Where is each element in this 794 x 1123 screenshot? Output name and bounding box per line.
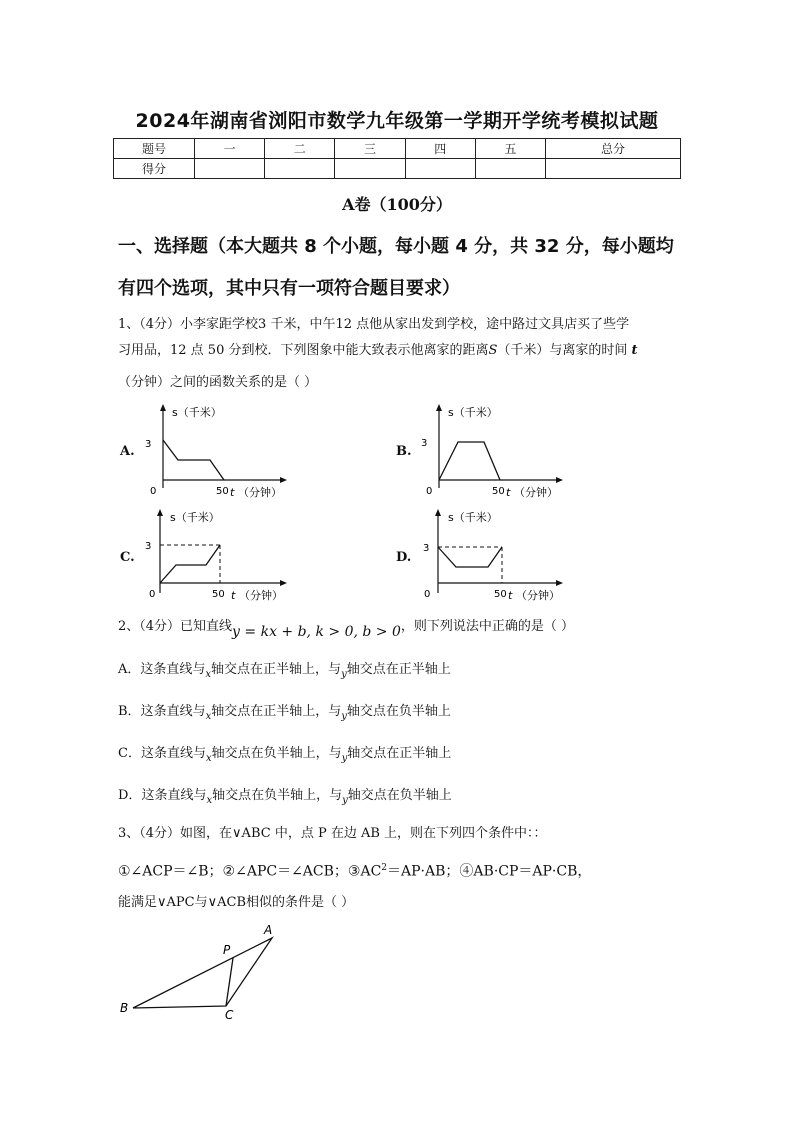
option-text: 轴交点在负半轴上，与 xyxy=(212,788,343,803)
option-text: 这条直线与 xyxy=(140,704,206,719)
x-axis-var: t xyxy=(506,486,511,499)
paper-a-heading: A卷（100分） xyxy=(342,195,452,214)
score-input-cell[interactable] xyxy=(475,159,545,179)
option-text: 轴交点在负半轴上 xyxy=(346,704,451,719)
table-cell: 四 xyxy=(405,139,475,159)
option-label: B． xyxy=(118,704,141,719)
q2-option-b[interactable] xyxy=(118,700,451,722)
option-label: A． xyxy=(118,662,141,677)
x-tick: 50 xyxy=(494,589,507,600)
var-x: x xyxy=(205,711,212,722)
condition-1: ①∠ACP＝∠B； xyxy=(118,863,223,880)
graph-d[interactable] xyxy=(416,505,566,605)
section1-line1: 一、选择题（本大题共 8 个小题，每小题 4 分，共 32 分，每小题均 xyxy=(118,236,674,257)
var-x: x xyxy=(205,669,212,680)
y-tick: 3 xyxy=(423,543,430,554)
q1-line1: 1、（4分）小李家距学校3 千米，中午12 点他从家出发到学校，途中路过文具店买了些学 xyxy=(118,317,630,332)
y-tick: 3 xyxy=(421,438,428,449)
exam-title: 2024年湖南省浏阳市数学九年级第一学期开学统考模拟试题 xyxy=(135,110,659,132)
option-text: 这条直线与 xyxy=(140,746,206,761)
var-s: S xyxy=(488,343,498,358)
table-row xyxy=(114,159,681,179)
option-c-label[interactable]: C. xyxy=(120,550,135,565)
origin-label: 0 xyxy=(424,589,431,600)
graph-b[interactable] xyxy=(416,400,566,500)
x-axis-var: t xyxy=(230,486,235,499)
var-y: y xyxy=(342,795,348,806)
var-x: x xyxy=(206,795,213,806)
q2-option-a[interactable] xyxy=(118,658,451,680)
x-axis-unit: （分钟） xyxy=(514,486,558,499)
vertex-p: P xyxy=(223,943,231,957)
score-input-cell[interactable] xyxy=(265,159,335,179)
y-axis-label: s（千米） xyxy=(172,406,222,419)
var-y: y xyxy=(341,711,347,722)
x-axis-unit: （分钟） xyxy=(238,486,282,499)
var-y: y xyxy=(341,753,348,764)
score-input-cell[interactable] xyxy=(405,159,475,179)
var-t: t xyxy=(631,343,638,358)
option-label: C． xyxy=(118,746,141,761)
triangle-figure xyxy=(112,918,292,1023)
graph-a[interactable] xyxy=(140,400,290,500)
option-text: 这条直线与 xyxy=(141,788,207,803)
x-axis-unit: （分钟） xyxy=(239,589,283,602)
q1-line3: （分钟）之间的函数关系的是（ ） xyxy=(118,375,318,390)
x-axis-var: t xyxy=(231,589,236,602)
table-cell: 二 xyxy=(265,139,335,159)
condition-3: ＝AP·AB； xyxy=(387,863,460,880)
condition-4: ④AB·CP＝AP·CB， xyxy=(459,863,592,880)
x-axis-unit: （分钟） xyxy=(516,589,560,602)
option-text: 轴交点在正半轴上，与 xyxy=(211,662,342,677)
y-tick: 3 xyxy=(145,439,152,450)
table-row xyxy=(114,139,681,159)
var-y: y xyxy=(341,669,347,680)
score-input-cell[interactable] xyxy=(546,159,681,179)
vertex-b: B xyxy=(120,1001,129,1015)
x-axis-var: t xyxy=(508,589,513,602)
q2-text: 2、（4分）已知直线 xyxy=(118,619,233,634)
origin-label: 0 xyxy=(426,486,433,497)
graph-c[interactable] xyxy=(140,505,290,605)
table-cell: 一 xyxy=(195,139,265,159)
table-cell: 总分 xyxy=(546,139,681,159)
option-a-label[interactable]: A. xyxy=(120,444,135,459)
q2-stem xyxy=(118,616,688,640)
option-label: D． xyxy=(118,788,142,803)
option-text: 轴交点在正半轴上 xyxy=(347,746,452,761)
option-text: 轴交点在正半轴上 xyxy=(346,662,451,677)
q3-line3: 能满足∨APC与∨ACB相似的条件是（ ） xyxy=(118,895,355,910)
table-cell: 题号 xyxy=(114,139,195,159)
q3-conditions xyxy=(118,858,688,882)
condition-2: ②∠APC＝∠ACB； xyxy=(222,863,348,880)
condition-3: ③AC xyxy=(347,863,382,880)
q2-formula: y = kx + b, k > 0, b > 0 xyxy=(232,624,401,640)
option-text: 这条直线与 xyxy=(140,662,206,677)
q1-line2 xyxy=(118,341,688,361)
y-tick: 3 xyxy=(145,541,152,552)
y-axis-label: s（千米） xyxy=(448,406,498,419)
vertex-a: A xyxy=(264,923,273,937)
table-cell: 五 xyxy=(475,139,545,159)
score-table xyxy=(113,138,681,179)
q2-option-d[interactable] xyxy=(118,784,452,806)
y-axis-label: s（千米） xyxy=(448,511,498,524)
option-d-label[interactable]: D. xyxy=(396,550,412,565)
origin-label: 0 xyxy=(150,486,157,497)
table-cell: 得分 xyxy=(114,159,195,179)
option-text: 轴交点在负半轴上 xyxy=(347,788,452,803)
x-tick: 50 xyxy=(212,589,225,600)
option-text: 轴交点在正半轴上，与 xyxy=(211,704,342,719)
condition-3-sup: 2 xyxy=(381,863,388,873)
q1-text: 习用品，12 点 50 分到校．下列图象中能大致表示他离家的距离 xyxy=(118,343,489,358)
x-tick: 50 xyxy=(492,486,505,497)
section1-line2: 有四个选项，其中只有一项符合题目要求） xyxy=(118,278,460,299)
score-input-cell[interactable] xyxy=(195,159,265,179)
score-input-cell[interactable] xyxy=(335,159,405,179)
var-x: x xyxy=(205,753,212,764)
origin-label: 0 xyxy=(149,589,156,600)
q1-text: （千米）与离家的时间 xyxy=(497,343,628,358)
table-cell: 三 xyxy=(335,139,405,159)
x-tick: 50 xyxy=(216,486,229,497)
option-b-label[interactable]: B. xyxy=(396,444,412,459)
q2-text: ，则下列说法中正确的是（ ） xyxy=(400,619,575,634)
option-text: 轴交点在负半轴上，与 xyxy=(211,746,342,761)
q2-option-c[interactable] xyxy=(118,742,451,764)
vertex-c: C xyxy=(225,1008,234,1022)
y-axis-label: s（千米） xyxy=(170,511,220,524)
q3-line1: 3、（4分）如图，在∨ABC 中，点 P 在边 AB 上，则在下列四个条件中：： xyxy=(118,826,547,841)
